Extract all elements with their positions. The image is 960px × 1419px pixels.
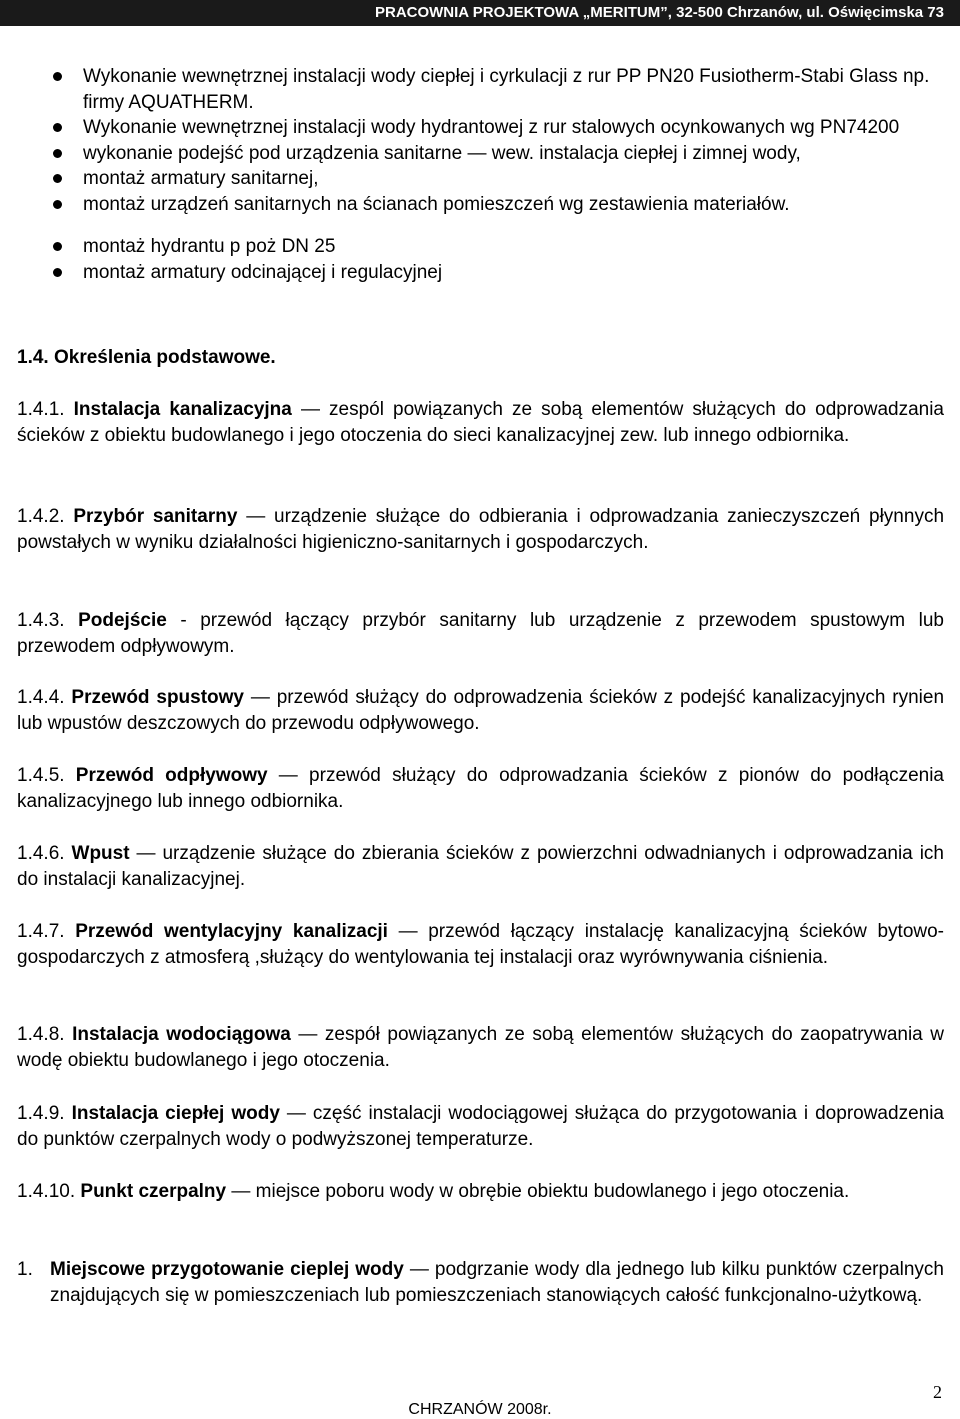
definition-item: 1.4.1. Instalacja kanalizacyjna — zespól powiązanych ze sobą elementów służących do odprowadzania ścieków z obiektu budowlanego i jego otoczenia do sieci kanalizacyjnej zew. lub innego odbiornika. [17,399,944,446]
list-item: montaż urządzeń sanitarnych na ścianach pomieszczeń wg zestawienia materiałów. [48,192,948,218]
definition-item: 1.4.8. Instalacja wodociągowa — zespół powiązanych ze sobą elementów służących do zaopatrywania w wodę obiektu budowlanego i jego otoczenia. [17,1024,945,1071]
list-item: Wykonanie wewnętrznej instalacji wody ciepłej i cyrkulacji z rur PP PN20 Fusiotherm-Stabi Glass np. firmy AQUATHERM. [48,64,948,115]
bullet-icon [53,149,62,158]
bullet-icon [53,242,62,251]
section-title: 1.4. Określenia podstawowe. [17,347,276,368]
definition-item: 1.4.9. Instalacja ciepłej wody — część instalacji wodociągowej służąca do przygotowania i doprowadzenia do punktów czerpalnych wody o podwyższonej temperaturze. [17,1103,944,1150]
bullet-icon [53,174,62,183]
definition-item: 1.4.6. Wpust — urządzenie służące do zbierania ścieków z powierzchni odwadnianych i odprowadzania ich do instalacji kanalizacyjnej. [17,843,944,890]
list-item: montaż armatury odcinającej i regulacyjnej [48,260,948,286]
definition-item: 1. Miejscowe przygotowanie cieplej wody — podgrzanie wody dla jednego lub kilku punktów czerpalnych znajdujących się w pomieszczeniach lub pomieszczeniach stanowiących całość funkcjonalno-użytkową. [17,1259,944,1306]
list-item: montaż armatury sanitarnej, [48,166,948,192]
page-footer: CHRZANÓW 2008r. [408,1401,552,1418]
bullet-list [48,64,948,285]
page-number: 2 [933,1382,942,1402]
list-item: montaż hydrantu p poż DN 25 [48,234,948,260]
page-header: PRACOWNIA PROJEKTOWA „MERITUM”, 32-500 Chrzanów, ul. Oświęcimska 73 [0,0,960,26]
list-item: Wykonanie wewnętrznej instalacji wody hydrantowej z rur stalowych ocynkowanych wg PN74200 [48,115,948,141]
definition-item: 1.4.7. Przewód wentylacyjny kanalizacji — przewód łączący instalację kanalizacyjną ścieków bytowo-gospodarczych z atmosferą ,służący do wentylowania tej instalacji oraz wyrównywania ciśnienia. [17,921,945,968]
bullet-icon [53,268,62,277]
definition-item: 1.4.4. Przewód spustowy — przewód służący do odprowadzenia ścieków z podejść kanalizacyjnych rynien lub wpustów deszczowych do przewodu odpływowego. [17,687,945,734]
definition-item: 1.4.5. Przewód odpływowy — przewód służący do odprowadzania ścieków z pionów do podłączenia kanalizacyjnego lub innego odbiornika. [17,765,944,812]
list-item: wykonanie podejść pod urządzenia sanitarne — wew. instalacja ciepłej i zimnej wody, [48,141,948,167]
bullet-icon [53,200,62,209]
definition-item: 1.4.2. Przybór sanitarny — urządzenie służące do odbierania i odprowadzania zanieczyszczeń płynnych powstałych w wyniku działalności higieniczno-sanitarnych i gospodarczych. [17,506,945,553]
bullet-icon [53,123,62,132]
definition-item: 1.4.10. Punkt czerpalny — miejsce poboru wody w obrębie obiektu budowlanego i jego otoczenia. [17,1181,850,1202]
bullet-icon [53,72,62,81]
definition-item: 1.4.3. Podejście - przewód łączący przybór sanitarny lub urządzenie z przewodem spustowym lub przewodem odpływowym. [17,610,945,657]
